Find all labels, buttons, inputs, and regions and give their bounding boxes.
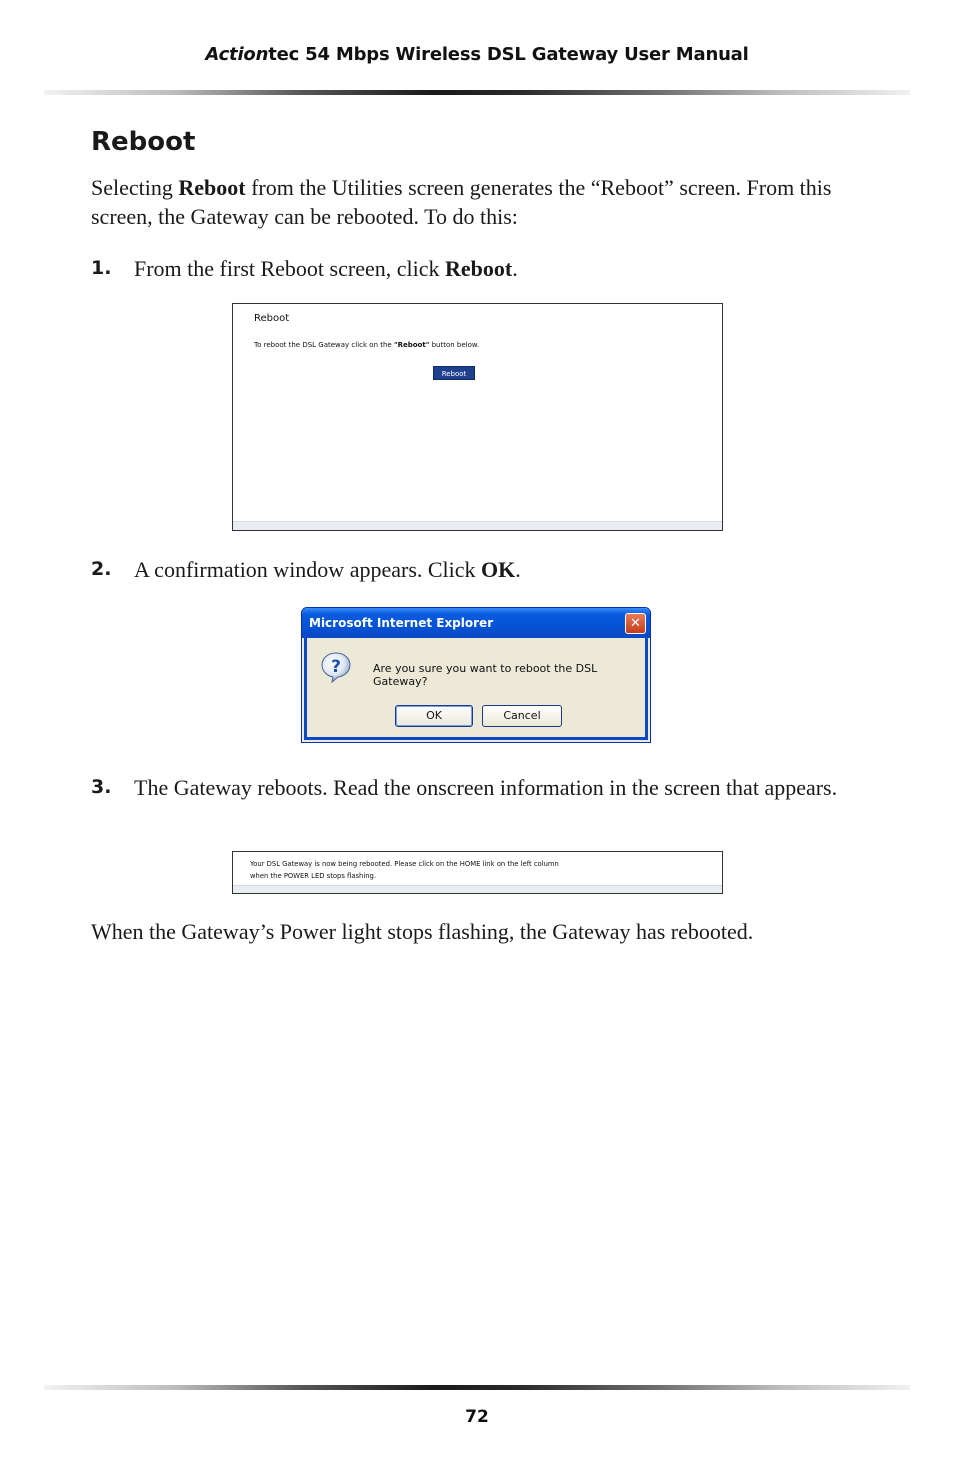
intro-paragraph [91,173,891,231]
reboot-screen-screenshot [232,303,723,531]
dialog-titlebar [302,608,650,638]
rebooting-message-screenshot [232,851,723,894]
reboot-button[interactable]: Reboot [433,366,475,380]
step-number: 2. [91,558,112,580]
dialog-title: Microsoft Internet Explorer [309,616,494,630]
header-brand: Action [205,44,269,65]
rebooting-line-1: Your DSL Gateway is now being rebooted. Please click on the HOME link on the left column [250,860,559,868]
svg-text:?: ? [331,657,341,677]
instruction-post: button below. [429,341,480,349]
page-number: 72 [465,1407,489,1427]
section-title: Reboot [91,127,196,157]
step-1-bold: Reboot [444,256,513,281]
close-icon[interactable]: ✕ [625,613,646,634]
step-number: 1. [91,257,112,279]
instruction-bold: "Reboot" [393,341,430,349]
closing-paragraph: When the Gateway’s Power light stops flashing, the Gateway has rebooted. [91,919,754,944]
dialog-message: Are you sure you want to reboot the DSL Gateway? [373,662,598,688]
cancel-button[interactable]: Cancel [482,705,562,727]
step-text: The Gateway reboots. Read the onscreen information in the screen that appears. [134,775,838,800]
rebooting-line-2: when the POWER LED stops flashing. [250,872,377,880]
question-icon [320,651,352,683]
step-3 [91,773,871,833]
step-number: 3. [91,776,112,798]
reboot-screen-heading: Reboot [254,313,290,324]
instruction-pre: To reboot the DSL Gateway click on the [254,341,394,349]
step-1-after: . [512,256,518,281]
intro-bold: Reboot [178,175,246,200]
ok-button[interactable]: OK [395,705,473,727]
screen-footer-bar [233,521,722,530]
step-2-text: A confirmation window appears. Click [134,557,482,582]
reboot-instruction [254,341,479,349]
dialog-body [304,638,648,740]
step-text [134,254,854,283]
step-text [134,555,854,584]
header-rule [44,90,910,95]
step-1-text: From the first Reboot screen, click [134,256,445,281]
step-2-bold: OK [481,557,516,582]
running-header [0,44,954,65]
intro-text-2: from the Utilities screen generates the “Reboot” screen. From this screen, the Gateway can be rebooted. To do this: [91,175,832,229]
intro-text-1: Selecting [91,175,179,200]
screen-footer-bar [233,885,722,893]
confirm-dialog [301,607,651,743]
header-title: tec 54 Mbps Wireless DSL Gateway User Manual [268,44,749,65]
footer-rule [44,1385,910,1390]
step-2-after: . [515,557,521,582]
